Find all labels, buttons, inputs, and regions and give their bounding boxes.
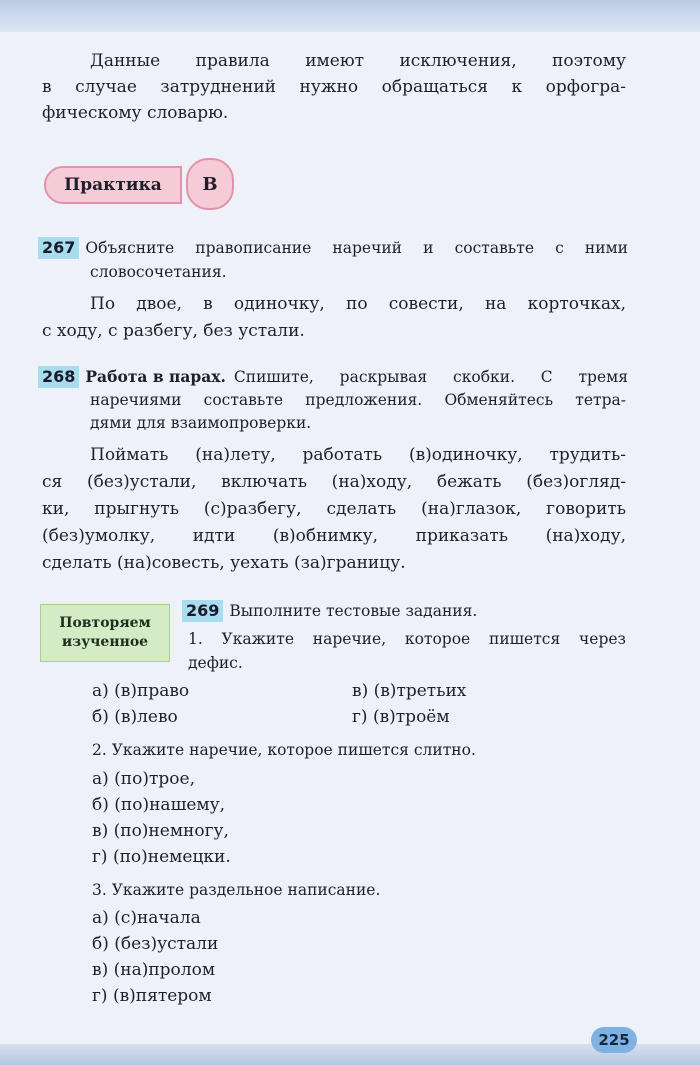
content-line: сделать (на)совесть, уехать (за)границу. <box>42 553 406 573</box>
intro-line: фическому словарю. <box>42 103 229 123</box>
content-line: (без)умолку, идти (в)обнимку, приказать (на)ходу, <box>42 526 626 546</box>
instruction-line: дями для взаимопроверки. <box>90 414 312 432</box>
question-1-line: 1. Укажите наречие, которое пишется через <box>188 630 626 648</box>
instruction-line: наречиями составьте предложения. Обменяйтесь тетра- <box>90 391 626 409</box>
top-page-band <box>0 0 700 32</box>
answer-option: б) (в)лево <box>92 707 178 727</box>
content-line: ся (без)устали, включать (на)ходу, бежать (без)огляд- <box>42 472 626 492</box>
answer-option: в) (по)немногу, <box>92 821 229 841</box>
answer-option: б) (без)устали <box>92 934 219 954</box>
answer-option: в) (на)пролом <box>92 960 216 980</box>
instruction-line: Объясните правописание наречий и составьте с ними <box>85 239 628 257</box>
answer-option: г) (в)пятером <box>92 986 212 1006</box>
answer-option: в) (в)третьих <box>352 681 467 701</box>
instruction-line: Выполните тестовые задания. <box>229 602 478 620</box>
question-2-line: 2. Укажите наречие, которое пишется слитно. <box>92 741 476 759</box>
page-number: 225 <box>591 1027 637 1053</box>
review-label-line: Повторяем <box>59 615 151 631</box>
exercise-number: 269 <box>182 600 223 622</box>
level-badge: В <box>186 158 234 210</box>
review-label-line: изученное <box>61 634 149 650</box>
task-type-label: Работа в парах. <box>85 367 226 386</box>
content-line: Поймать (на)лету, работать (в)одиночку, трудить- <box>90 445 626 465</box>
answer-option: г) (в)троём <box>352 707 450 727</box>
exercise-269-instruction-row <box>182 600 477 623</box>
question-3-line: 3. Укажите раздельное написание. <box>92 881 381 899</box>
content-line: ки, прыгнуть (с)разбегу, сделать (на)глазок, говорить <box>42 499 626 519</box>
answer-option: а) (в)право <box>92 681 190 701</box>
exercise-number: 268 <box>38 366 79 388</box>
content-line: По двое, в одиночку, по совести, на корточках, <box>90 294 626 314</box>
answer-option: б) (по)нашему, <box>92 795 226 815</box>
instruction-line: Спишите, раскрывая скобки. С тремя <box>233 368 628 386</box>
content-line: с ходу, с разбегу, без устали. <box>42 321 305 341</box>
answer-option: г) (по)немецки. <box>92 847 231 867</box>
intro-line: Данные правила имеют исключения, поэтому <box>90 51 626 71</box>
answer-option: а) (с)начала <box>92 908 201 928</box>
question-1-line: дефис. <box>188 654 243 672</box>
instruction-line: словосочетания. <box>90 263 227 281</box>
exercise-268-instruction-row <box>38 365 628 389</box>
review-label-box <box>40 604 170 662</box>
exercise-number: 267 <box>38 237 79 259</box>
exercise-267-instruction-row <box>38 237 628 260</box>
practice-heading: Практика <box>44 166 182 204</box>
intro-line: в случае затруднений нужно обращаться к орфогра- <box>42 77 626 97</box>
answer-option: а) (по)трое, <box>92 769 195 789</box>
